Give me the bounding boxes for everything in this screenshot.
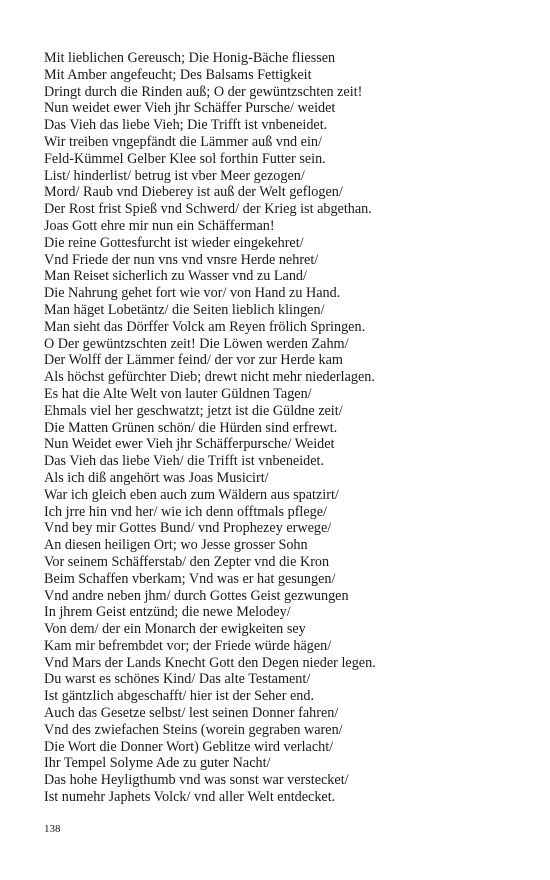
verse-line: Als ich diß angehört was Joas Musicirt/ bbox=[44, 469, 269, 486]
verse-line: Man häget Lobetäntz/ die Seiten lieblich klingen/ bbox=[44, 301, 325, 318]
verse-line: Beim Schaffen vberkam; Vnd was er hat gesungen/ bbox=[44, 570, 336, 587]
verse-line: Vnd andre neben jhm/ durch Gottes Geist gezwungen bbox=[44, 587, 349, 604]
verse-line: In jhrem Geist entzünd; die newe Melodey/ bbox=[44, 604, 291, 621]
verse-line: Mit Amber angefeucht; Des Balsams Fettigkeit bbox=[44, 66, 312, 83]
verse-line: Auch das Gesetze selbst/ lest seinen Donner fahren/ bbox=[44, 705, 339, 722]
verse-line: Von dem/ der ein Monarch der ewigkeiten sey bbox=[44, 621, 306, 638]
verse-line: Vnd des zwiefachen Steins (worein gegraben waren/ bbox=[44, 721, 343, 738]
verse-line: Du warst es schönes Kind/ Das alte Testament/ bbox=[44, 671, 311, 688]
verse-line: Feld-Kümmel Gelber Klee sol forthin Futter sein. bbox=[44, 150, 326, 167]
verse-line: Vnd Friede der nun vns vnd vnsre Herde nehret/ bbox=[44, 251, 319, 268]
verse-line: Nun Weidet ewer Vieh jhr Schäfferpursche/ Weidet bbox=[44, 436, 335, 453]
verse-line: Ihr Tempel Solyme Ade zu guter Nacht/ bbox=[44, 755, 271, 772]
verse-line: Mit lieblichen Gereusch; Die Honig-Bäche fliessen bbox=[44, 50, 336, 66]
page-number: 138 bbox=[44, 823, 61, 835]
verse-line: Joas Gott ehre mir nun ein Schäfferman! bbox=[44, 217, 275, 234]
verse-line: Die Nahrung gehet fort wie vor/ von Hand zu Hand. bbox=[44, 285, 341, 302]
verse-line: O Der gewüntzschten zeit! Die Löwen werden Zahm/ bbox=[44, 335, 349, 352]
verse-line: Ist numehr Japhets Volck/ vnd aller Welt entdecket. bbox=[44, 789, 336, 806]
verse-line: Das hohe Heyligthumb vnd was sonst war verstecket/ bbox=[44, 772, 349, 789]
verse-line: Vnd Mars der Lands Knecht Gott den Degen nieder legen. bbox=[44, 654, 376, 671]
verse-line: Man Reiset sicherlich zu Wasser vnd zu Land/ bbox=[44, 268, 307, 285]
verse-line: Der Rost frist Spieß vnd Schwerd/ der Krieg ist abgethan. bbox=[44, 201, 372, 218]
verse-line: Das Vieh das liebe Vieh/ die Trifft ist vnbeneidet. bbox=[44, 453, 325, 470]
verse-line: War ich gleich eben auch zum Wäldern aus spatzirt/ bbox=[44, 486, 339, 503]
verse-line: Als höchst gefürchter Dieb; drewt nicht mehr niederlagen. bbox=[44, 369, 375, 386]
verse-line: An diesen heiligen Ort; wo Jesse grosser Sohn bbox=[44, 537, 308, 554]
verse-line: Ehmals viel her geschwatzt; jetzt ist die Güldne zeit/ bbox=[44, 402, 343, 419]
poem-text bbox=[44, 50, 514, 806]
verse-line: Die reine Gottesfurcht ist wieder eingekehret/ bbox=[44, 234, 304, 251]
verse-line: Es hat die Alte Welt von lauter Güldnen Tagen/ bbox=[44, 385, 312, 402]
verse-line: Die Matten Grünen schön/ die Hürden sind erfrewt. bbox=[44, 419, 338, 436]
verse-line: Man sieht das Dörffer Volck am Reyen frölich Springen. bbox=[44, 318, 366, 335]
verse-line: Nun weidet ewer Vieh jhr Schäffer Pursche/ weidet bbox=[44, 100, 336, 117]
verse-line: Die Wort die Donner Wort) Geblitze wird verlacht/ bbox=[44, 738, 334, 755]
verse-line: Mord/ Raub vnd Dieberey ist auß der Welt geflogen/ bbox=[44, 184, 343, 201]
verse-line: Wir treiben vngepfändt die Lämmer auß vnd ein/ bbox=[44, 133, 322, 150]
verse-line: Ist gäntzlich abgeschafft/ hier ist der Seher end. bbox=[44, 688, 314, 705]
verse-line: Ich jrre hin vnd her/ wie ich denn offtmals pflege/ bbox=[44, 503, 328, 520]
verse-line: Vnd bey mir Gottes Bund/ vnd Prophezey erwege/ bbox=[44, 520, 332, 537]
verse-line: Das Vieh das liebe Vieh; Die Trifft ist vnbeneidet. bbox=[44, 117, 328, 134]
verse-line: List/ hinderlist/ betrug ist vber Meer gezogen/ bbox=[44, 167, 305, 184]
verse-line: Der Wolff der Lämmer feind/ der vor zur Herde kam bbox=[44, 352, 343, 369]
verse-line: Dringt durch die Rinden auß; O der gewüntzschten zeit! bbox=[44, 83, 363, 100]
verse-line: Kam mir befrembdet vor; der Friede würde hägen/ bbox=[44, 637, 332, 654]
verse-line: Vor seinem Schäfferstab/ den Zepter vnd die Kron bbox=[44, 553, 330, 570]
